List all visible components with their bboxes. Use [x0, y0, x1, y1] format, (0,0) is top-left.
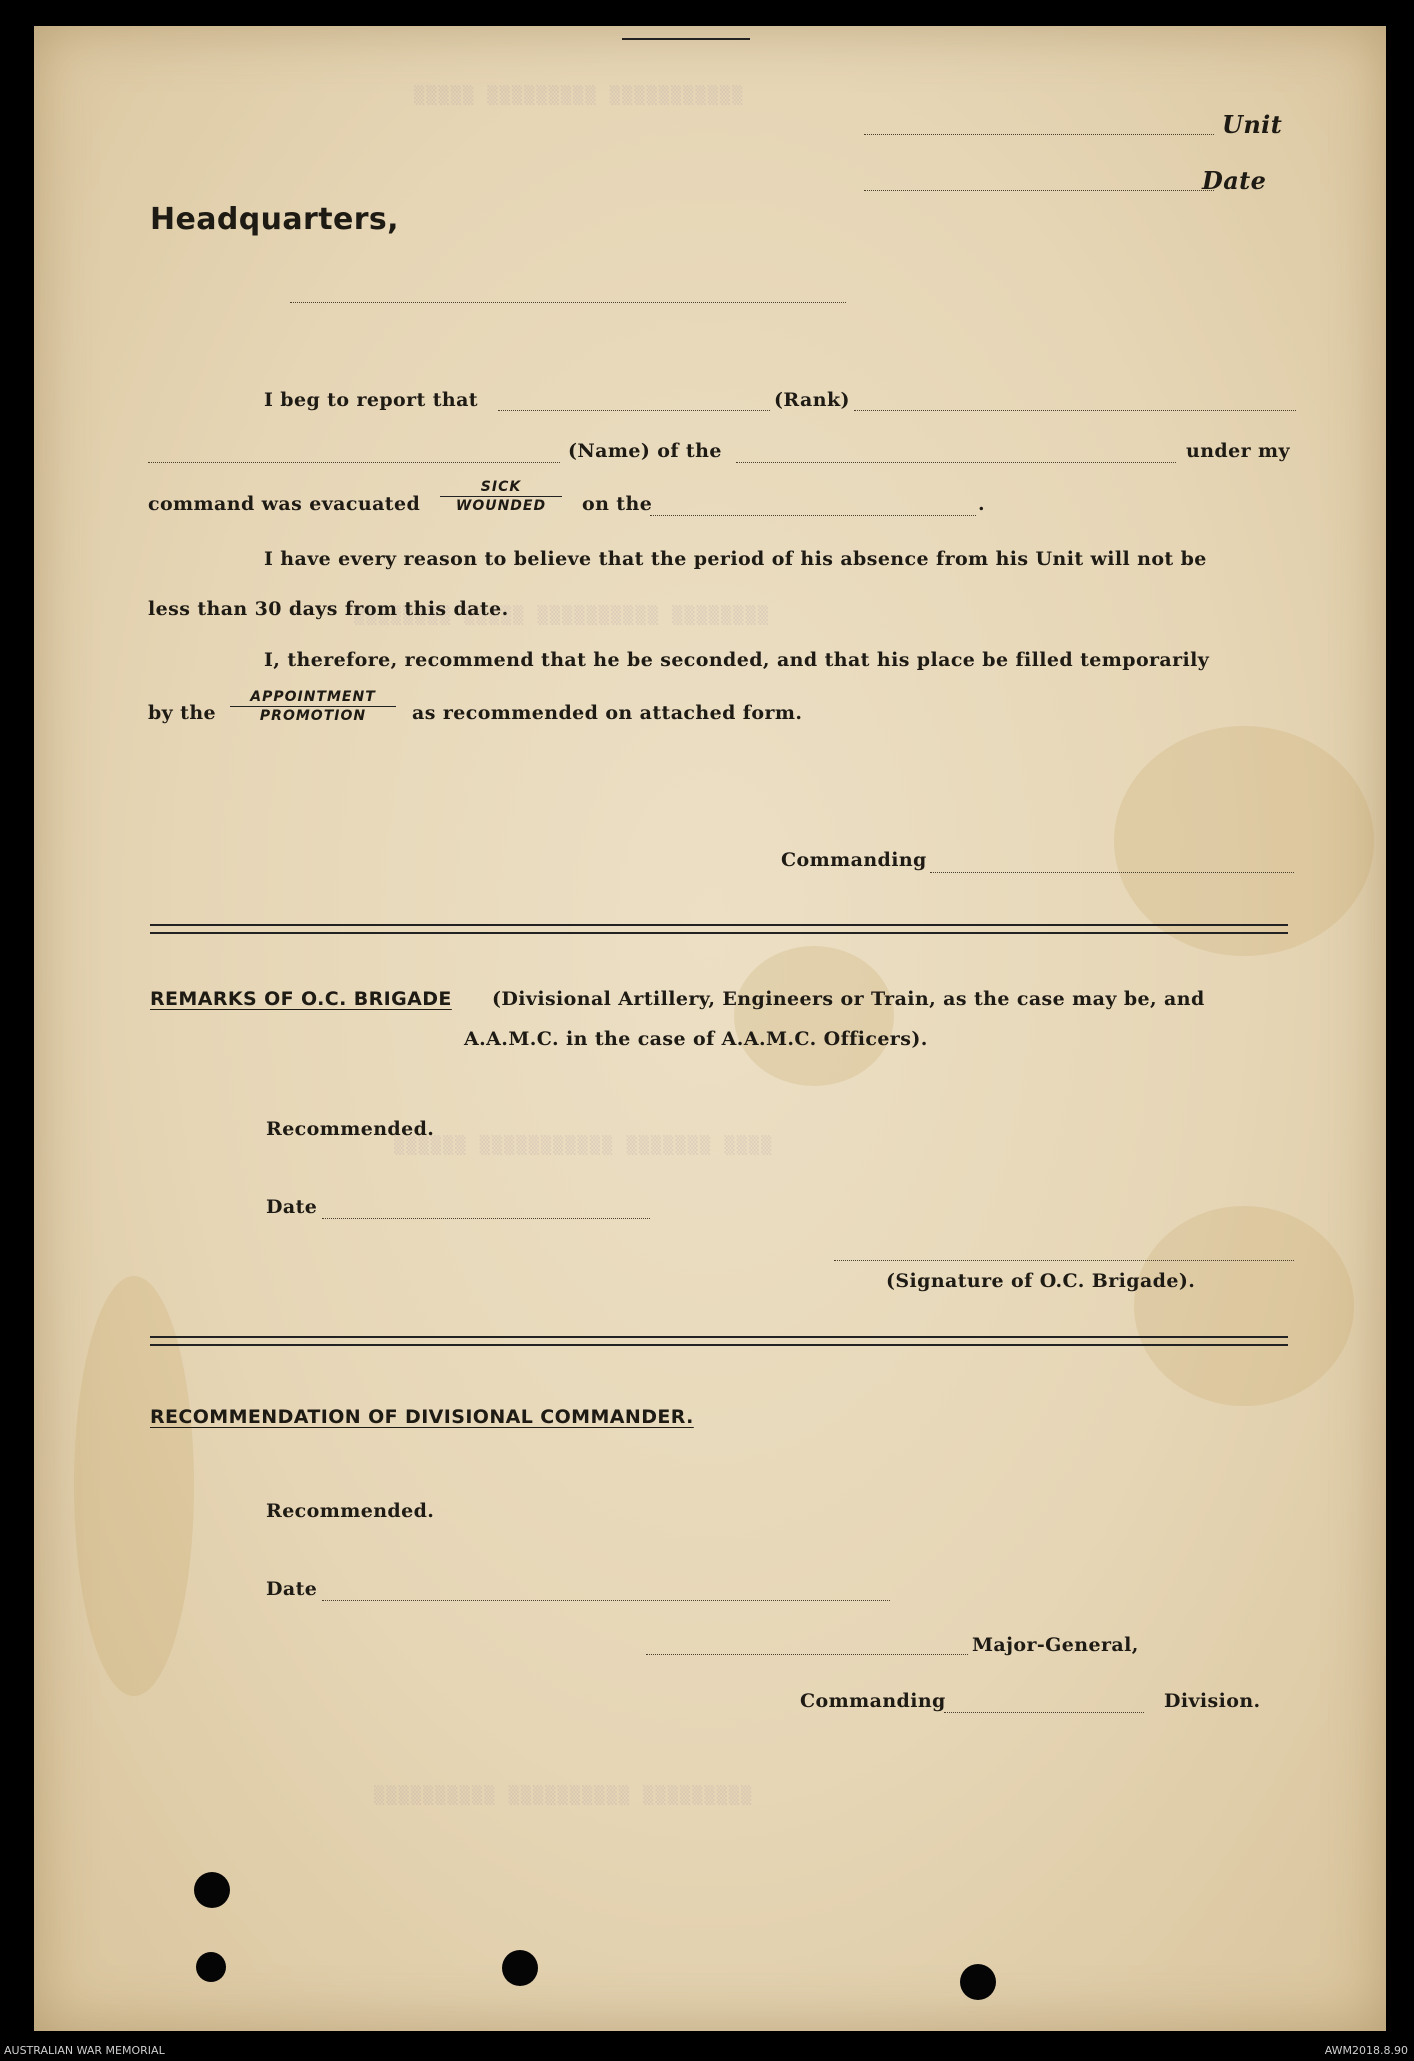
unit-blank	[736, 462, 1176, 463]
division-name-blank	[944, 1712, 1144, 1713]
sick-option: SICK	[440, 478, 562, 497]
sick-wounded-fraction	[440, 478, 562, 515]
brigade-date-label: Date	[266, 1196, 318, 1218]
major-general-blank	[646, 1654, 968, 1655]
commanding-label: Commanding	[781, 849, 927, 871]
brigade-remarks-title: REMARKS OF O.C. BRIGADE	[150, 988, 452, 1010]
section-divider	[150, 1336, 1288, 1338]
under-my-text: under my	[1186, 440, 1290, 462]
punch-hole	[194, 1872, 230, 1908]
attached-form-text: as recommended on attached form.	[412, 702, 803, 724]
command-evacuated-text: command was evacuated	[148, 493, 421, 515]
paper-stain	[1134, 1206, 1354, 1406]
evacuation-date-blank	[650, 515, 976, 516]
commanding-blank	[930, 872, 1294, 873]
unit-line	[864, 134, 1214, 135]
by-the-text: by the	[148, 702, 217, 724]
paper-stain	[74, 1276, 194, 1696]
period: .	[978, 493, 986, 515]
major-general-label: Major-General,	[972, 1634, 1139, 1656]
division-commanding-label: Commanding	[800, 1690, 946, 1712]
rank-label: (Rank)	[774, 389, 850, 411]
unit-label: Unit	[1222, 110, 1283, 139]
headquarters-heading: Headquarters,	[150, 202, 399, 237]
absence-text-line1: I have every reason to believe that the period of his absence from his Unit will not be	[264, 548, 1207, 570]
wounded-option: WOUNDED	[455, 498, 547, 514]
brigade-signature-blank	[834, 1260, 1294, 1261]
report-blank	[498, 410, 770, 411]
date-line	[864, 190, 1214, 191]
section-divider	[150, 924, 1288, 926]
bleed-through-text: ▒▒▒▒▒▒ ▒▒▒▒▒▒▒▒▒▒▒ ▒▒▒▒▒▒▒ ▒▒▒▒	[394, 1136, 774, 1156]
punch-hole	[502, 1950, 538, 1986]
on-the-text: on the	[582, 493, 653, 515]
appointment-promotion-fraction	[230, 688, 396, 725]
report-prefix: I beg to report that	[264, 389, 478, 411]
headquarters-line	[290, 302, 846, 303]
recommend-text-line1: I, therefore, recommend that he be seconded, and that his place be filled temporarily	[264, 649, 1210, 671]
brigade-note-line1: (Divisional Artillery, Engineers or Train, as the case may be, and	[492, 988, 1205, 1010]
punch-hole	[196, 1952, 226, 1982]
brigade-note-line2: A.A.M.C. in the case of A.A.M.C. Officers).	[464, 1028, 928, 1050]
document-page	[34, 26, 1386, 2031]
section-divider	[150, 1344, 1288, 1346]
punch-hole	[960, 1964, 996, 2000]
top-rule	[622, 38, 750, 40]
name-label: (Name) of the	[568, 440, 722, 462]
paper-stain	[734, 946, 894, 1086]
section-divider	[150, 932, 1288, 934]
archive-caption-left: AUSTRALIAN WAR MEMORIAL	[4, 2044, 165, 2057]
appointment-option: APPOINTMENT	[230, 688, 396, 707]
brigade-signature-label: (Signature of O.C. Brigade).	[886, 1270, 1196, 1292]
brigade-date-blank	[322, 1218, 650, 1219]
name-blank	[148, 462, 560, 463]
bleed-through-text: ▒▒▒▒▒▒▒▒▒▒ ▒▒▒▒▒▒▒▒▒▒ ▒▒▒▒▒▒▒▒▒	[374, 1786, 754, 1806]
rank-blank	[854, 410, 1296, 411]
divisional-commander-title: RECOMMENDATION OF DIVISIONAL COMMANDER.	[150, 1406, 694, 1428]
bleed-through-text: ▒▒▒▒▒▒▒▒ ▒▒▒▒▒ ▒▒▒▒▒▒▒▒▒▒ ▒▒▒▒▒▒▒▒	[354, 606, 770, 626]
promotion-option: PROMOTION	[259, 708, 367, 724]
division-date-blank	[322, 1600, 890, 1601]
division-date-label: Date	[266, 1578, 318, 1600]
bleed-through-text: ▒▒▒▒▒ ▒▒▒▒▒▒▒▒▒ ▒▒▒▒▒▒▒▒▒▒▒	[414, 86, 745, 106]
archive-caption-right: AWM2018.8.90	[1324, 2044, 1408, 2057]
date-label: Date	[1202, 166, 1267, 195]
division-label: Division.	[1164, 1690, 1261, 1712]
absence-text-line2: less than 30 days from this date.	[148, 598, 509, 620]
division-recommended: Recommended.	[266, 1500, 435, 1522]
paper-stain	[1114, 726, 1374, 956]
brigade-recommended: Recommended.	[266, 1118, 435, 1140]
